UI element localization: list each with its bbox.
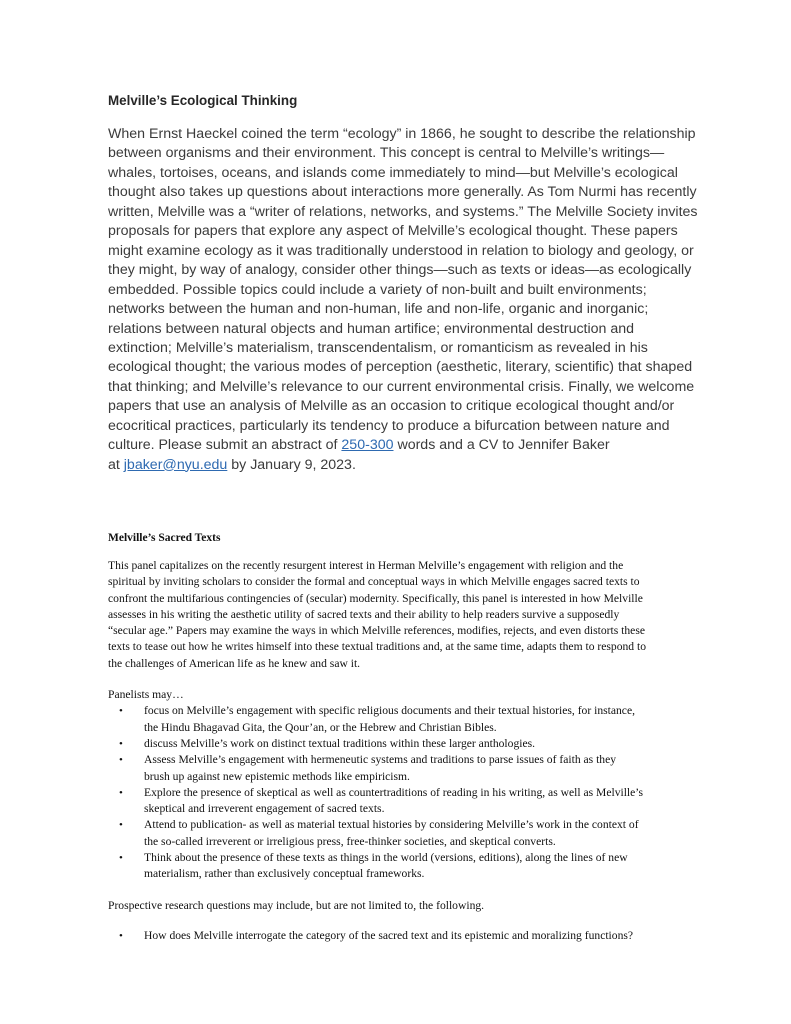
list-item — [108, 752, 708, 785]
section-ecological-thinking — [108, 92, 708, 475]
bullet-icon: • — [119, 705, 123, 718]
text-line: ecological thought; the various modes of perception (aesthetic, literary, scientific) that shaped — [108, 359, 693, 376]
text-line: When Ernst Haeckel coined the term “ecology” in 1866, he sought to describe the relationship — [108, 126, 696, 142]
list-item — [108, 736, 708, 752]
email-link[interactable]: jbaker@nyu.edu — [123, 456, 228, 473]
bullet-icon: • — [119, 737, 123, 750]
questions-list — [108, 928, 708, 944]
text-line: networks between the human and non-human, life and non-life, organic and inorganic; — [108, 301, 649, 318]
section-title: Melville’s Ecological Thinking — [108, 93, 298, 108]
list-item — [108, 850, 708, 883]
questions-lead: Prospective research questions may include, but are not limited to, the following. — [108, 898, 485, 912]
text-line: they might, by way of analogy, consider other things—such as texts or ideas—as ecologically — [108, 262, 692, 279]
text-line: “secular age.” Papers may examine the ways in which Melville references, modifies, rejects, and even distorts these — [108, 624, 645, 638]
text-line: extinction; Melville’s materialism, transcendentalism, or romanticism as revealed in his — [108, 339, 648, 356]
list-item — [108, 703, 708, 736]
bullet-icon: • — [119, 929, 123, 942]
text-line: thought also takes up questions about interactions more generally. As Tom Nurmi has recently — [108, 184, 697, 201]
text-line: discuss Melville’s work on distinct textual traditions within these larger anthologies. — [144, 736, 536, 750]
text-line: whales, tortoises, oceans, and islands come immediately to mind—but Melville’s ecological — [108, 164, 678, 181]
text-line: might examine ecology as it was traditionally understood in relation to biology and geology, or — [108, 242, 694, 259]
text-line: materialism, rather than exclusively conceptual frameworks. — [144, 867, 425, 881]
list-item — [108, 928, 708, 944]
text-line: How does Melville interrogate the category of the sacred text and its epistemic and moralizing functions? — [144, 928, 634, 942]
text-line: focus on Melville’s engagement with specific religious documents and their textual histories, for instance, — [144, 704, 635, 718]
text-fragment: words and a CV to Jennifer Baker — [393, 437, 610, 454]
text-line: assesses in his writing the aesthetic utility of sacred texts and their ability to help readers survive a supposedly — [108, 607, 620, 621]
panelists-lead: Panelists may… — [108, 688, 184, 702]
text-line: Attend to publication- as well as material textual histories by considering Melville’s work in the context of — [144, 818, 639, 832]
section-body — [108, 125, 708, 475]
text-line: relations between natural objects and human artifice; environmental destruction and — [108, 320, 635, 337]
text-line: texts to tease out how he writes himself into these textual traditions and, at the same time, adapts them to respond to — [108, 640, 647, 654]
text-line — [108, 456, 708, 475]
text-line: spiritual by inviting scholars to consider the formal and conceptual ways in which Melville engages sacred texts to — [108, 575, 640, 589]
text-fragment: culture. Please submit an abstract of — [108, 437, 342, 454]
text-line: Assess Melville’s engagement with hermeneutic systems and traditions to parse issues of faith as they — [144, 753, 617, 767]
text-line: skeptical and irreverent engagement of sacred texts. — [144, 802, 385, 816]
bullet-icon: • — [119, 852, 123, 865]
list-item — [108, 785, 708, 818]
text-line: the so-called irreverent or irreligious press, free-thinker societies, and skeptical converts. — [144, 834, 556, 848]
text-line: proposals for papers that explore any aspect of Melville’s ecological thought. These papers — [108, 223, 678, 240]
text-line — [108, 436, 708, 455]
bullet-icon: • — [119, 754, 123, 767]
text-line: the challenges of American life as he knew and saw it. — [108, 656, 361, 670]
text-line: confront the multifarious contingencies of (secular) modernity. Specifically, this panel is interested in how Melville — [108, 591, 643, 605]
text-line: between organisms and their environment. This concept is central to Melville’s writings— — [108, 145, 665, 162]
text-line: This panel capitalizes on the recently resurgent interest in Herman Melville’s engagement with religion and the — [108, 559, 624, 572]
text-line: Think about the presence of these texts as things in the world (versions, editions), along the lines of new — [144, 851, 628, 865]
list-item — [108, 817, 708, 850]
word-count-link[interactable]: 250-300 — [341, 437, 394, 454]
bullet-icon: • — [119, 786, 123, 799]
text-line: papers that use an analysis of Melville as an occasion to critique ecological thought and/or — [108, 398, 675, 415]
text-line: ecocritical practices, particularly its tendency to produce a bifurcation between nature and — [108, 417, 670, 434]
text-line: Explore the presence of skeptical as well as countertraditions of reading in his writing, as well as Melville’s — [144, 785, 644, 799]
text-fragment: at — [108, 456, 124, 473]
section-title: Melville’s Sacred Texts — [108, 532, 221, 544]
section-intro — [108, 558, 708, 672]
text-line: the Hindu Bhagavad Gita, the Qour’an, or the Hebrew and Christian Bibles. — [144, 720, 497, 734]
text-fragment: by January 9, 2023. — [227, 456, 356, 473]
text-line: written, Melville was a “writer of relations, networks, and systems.” The Melville Society invites — [108, 203, 698, 220]
bullet-icon: • — [119, 819, 123, 832]
section-sacred-texts — [108, 530, 708, 944]
text-line: that thinking; and Melville’s relevance to our current environmental crisis. Finally, we welcome — [108, 378, 695, 395]
panelists-list — [108, 703, 708, 882]
text-line: brush up against new epistemic methods like empiricism. — [144, 769, 410, 783]
text-line: embedded. Possible topics could include a variety of non-built and built environments; — [108, 281, 647, 298]
